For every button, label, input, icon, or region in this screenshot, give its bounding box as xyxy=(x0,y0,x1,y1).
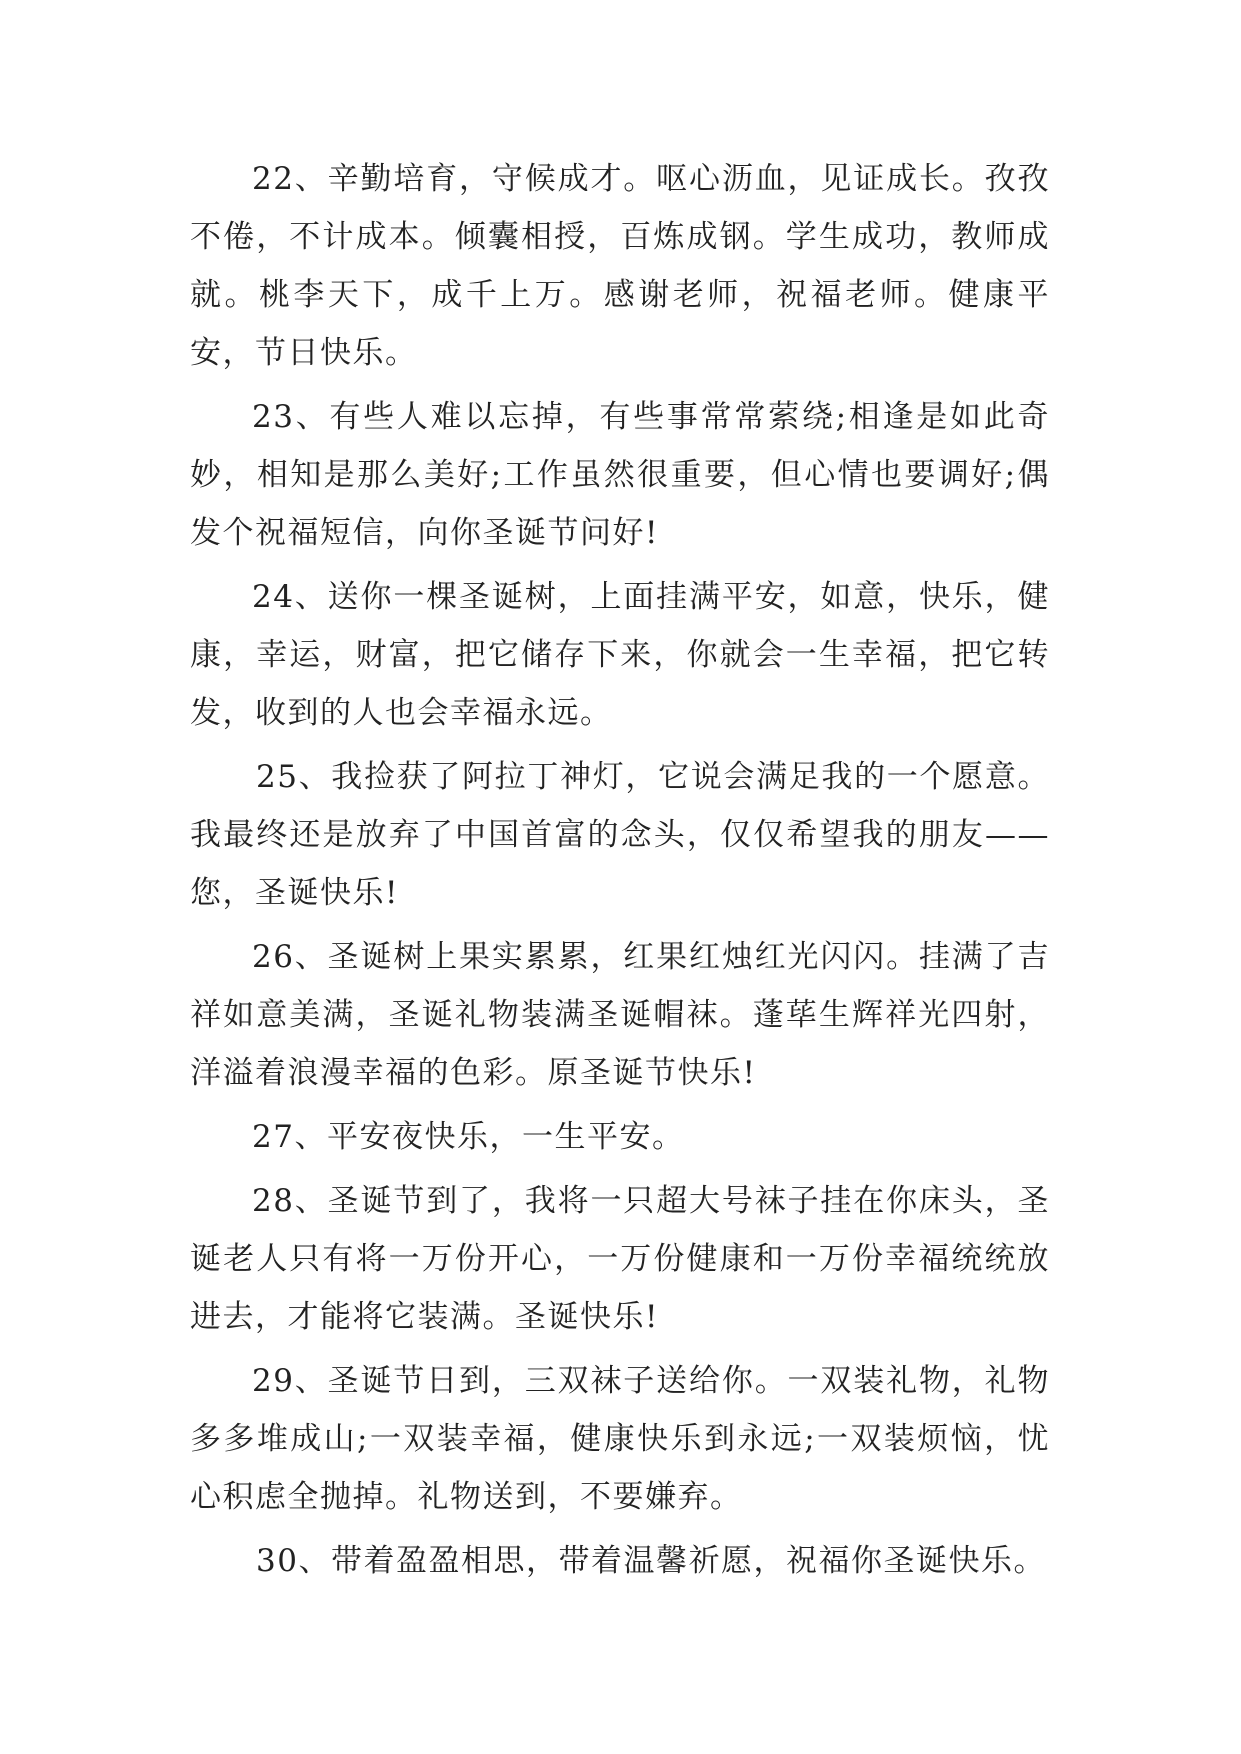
paragraph-30: 30、带着盈盈相思，带着温馨祈愿，祝福你圣诞快乐。 xyxy=(256,1543,1046,1579)
paragraph-23: 23、有些人难以忘掉，有些事常常萦绕;相逢是如此奇妙，相知是那么美好;工作虽然很重要，但心情也要调好;偶发个祝福短信，向你圣诞节问好! xyxy=(190,399,1050,551)
paragraph-29: 29、圣诞节日到，三双袜子送给你。一双装礼物，礼物多多堆成山;一双装幸福，健康快乐到永远;一双装烦恼，忧心积虑全抛掉。礼物送到，不要嫌弃。 xyxy=(190,1363,1050,1515)
paragraph-28: 28、圣诞节到了，我将一只超大号袜子挂在你床头，圣诞老人只有将一万份开心，一万份健康和一万份幸福统统放进去，才能将它装满。圣诞快乐! xyxy=(190,1183,1050,1335)
paragraph-22: 22、辛勤培育，守候成才。呕心沥血，见证成长。孜孜不倦，不计成本。倾囊相授，百炼成钢。学生成功，教师成就。桃李天下，成千上万。感谢老师，祝福老师。健康平安，节日快乐。 xyxy=(190,161,1050,371)
document-body xyxy=(190,150,1050,1596)
paragraph-25: 25、我捡获了阿拉丁神灯，它说会满足我的一个愿意。我最终还是放弃了中国首富的念头，仅仅希望我的朋友——您，圣诞快乐! xyxy=(190,759,1050,911)
paragraph-27: 27、平安夜快乐，一生平安。 xyxy=(252,1119,685,1155)
paragraph-26: 26、圣诞树上果实累累，红果红烛红光闪闪。挂满了吉祥如意美满，圣诞礼物装满圣诞帽袜。蓬荜生辉祥光四射，洋溢着浪漫幸福的色彩。原圣诞节快乐! xyxy=(190,939,1050,1091)
paragraph-24: 24、送你一棵圣诞树，上面挂满平安，如意，快乐，健康，幸运，财富，把它储存下来，你就会一生幸福，把它转发，收到的人也会幸福永远。 xyxy=(190,579,1050,731)
